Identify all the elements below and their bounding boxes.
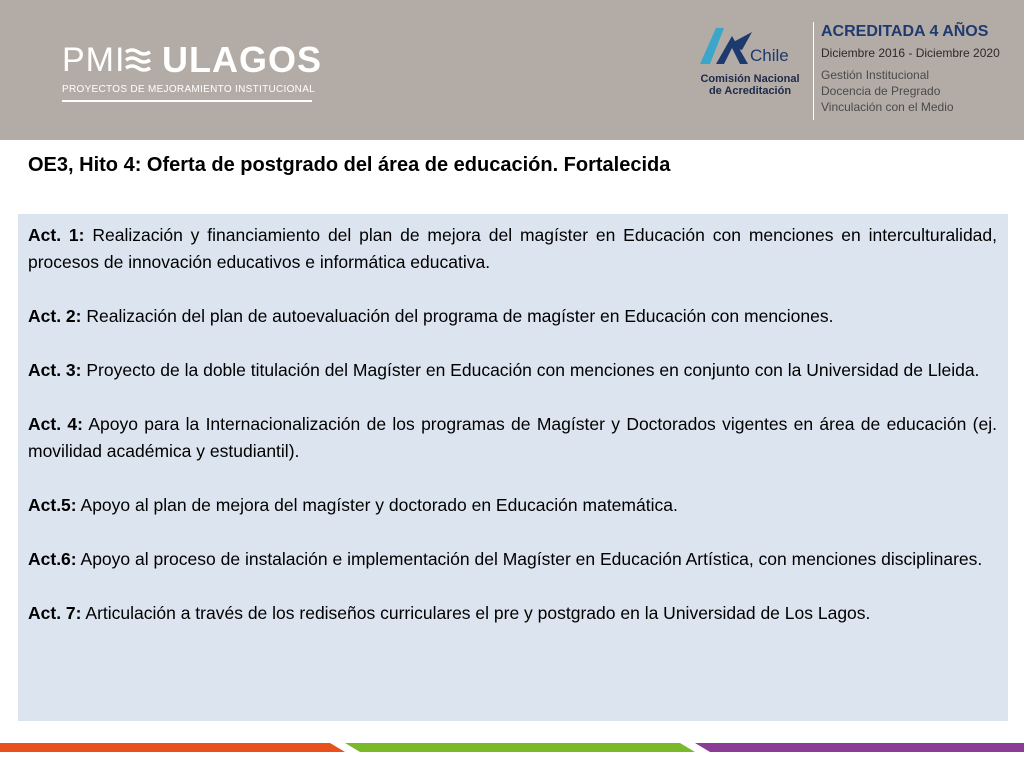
activity-item bbox=[28, 411, 997, 465]
accreditation-title: ACREDITADA 4 AÑOS bbox=[821, 23, 989, 40]
ulagos-logo-text: ULAGOS bbox=[162, 39, 323, 80]
cna-name-line2: de Acreditación bbox=[708, 85, 792, 97]
pmi-tagline: PROYECTOS DE MEJORAMIENTO INSTITUCIONAL bbox=[62, 84, 316, 95]
footer-stripe-green bbox=[345, 743, 695, 752]
pmi-logo-text: PMI bbox=[62, 41, 126, 79]
activity-text: Apoyo para la Internacionalización de los programas de Magíster y Doctorados vigentes en área de educación (ej. movilidad académica y estudiantil). bbox=[28, 414, 997, 461]
activity-label: Act.5: bbox=[28, 495, 77, 515]
activity-item bbox=[28, 546, 997, 573]
header-divider bbox=[813, 22, 814, 120]
pmi-logo-underline bbox=[62, 100, 312, 102]
activity-text: Proyecto de la doble titulación del Magíster en Educación con menciones en conjunto con la Universidad de Lleida. bbox=[86, 360, 980, 380]
activity-text: Realización y financiamiento del plan de mejora del magíster en Educación con menciones en interculturalidad, procesos de innovación educativos e informática educativa. bbox=[28, 225, 998, 272]
footer-stripes bbox=[0, 740, 1024, 754]
activity-text: Apoyo al plan de mejora del magíster y doctorado en Educación matemática. bbox=[80, 495, 678, 515]
cna-name bbox=[696, 73, 804, 97]
activity-text: Apoyo al proceso de instalación e implementación del Magíster en Educación Artística, con menciones disciplinares. bbox=[80, 549, 983, 569]
activity-item bbox=[28, 222, 997, 276]
accreditation-area: Gestión Institucional bbox=[821, 68, 930, 82]
accreditation-block bbox=[821, 22, 1011, 115]
header-band bbox=[0, 0, 1024, 140]
activity-label: Act.6: bbox=[28, 549, 77, 569]
activity-text: Realización del plan de autoevaluación del programa de magíster en Educación con menciones. bbox=[86, 306, 834, 326]
waves-icon bbox=[124, 47, 156, 73]
activity-item bbox=[28, 357, 997, 384]
activity-text: Articulación a través de los rediseños curriculares el pre y postgrado en la Universidad de Los Lagos. bbox=[85, 603, 871, 623]
page-title: OE3, Hito 4: Oferta de postgrado del área de educación. Fortalecida bbox=[28, 154, 671, 176]
cna-name-line1: Comisión Nacional bbox=[700, 73, 800, 85]
activity-item bbox=[28, 600, 997, 627]
activity-item bbox=[28, 492, 997, 519]
footer-stripe-orange bbox=[0, 743, 345, 752]
accreditation-area: Docencia de Pregrado bbox=[821, 84, 941, 98]
cna-chile-text: Chile bbox=[750, 46, 789, 65]
cna-chile-logo bbox=[694, 26, 806, 102]
pmi-ulagos-logo bbox=[62, 39, 323, 104]
activities-panel bbox=[18, 214, 1008, 721]
activity-label: Act. 1: bbox=[28, 225, 85, 245]
activity-label: Act. 7: bbox=[28, 603, 82, 623]
accreditation-dates: Diciembre 2016 - Diciembre 2020 bbox=[821, 46, 1000, 60]
activity-label: Act. 4: bbox=[28, 414, 83, 434]
activity-label: Act. 2: bbox=[28, 306, 82, 326]
activity-label: Act. 3: bbox=[28, 360, 82, 380]
accreditation-area: Vinculación con el Medio bbox=[821, 100, 954, 114]
activities-list bbox=[28, 222, 997, 627]
footer-stripe-purple bbox=[695, 743, 1024, 752]
activity-item bbox=[28, 303, 997, 330]
